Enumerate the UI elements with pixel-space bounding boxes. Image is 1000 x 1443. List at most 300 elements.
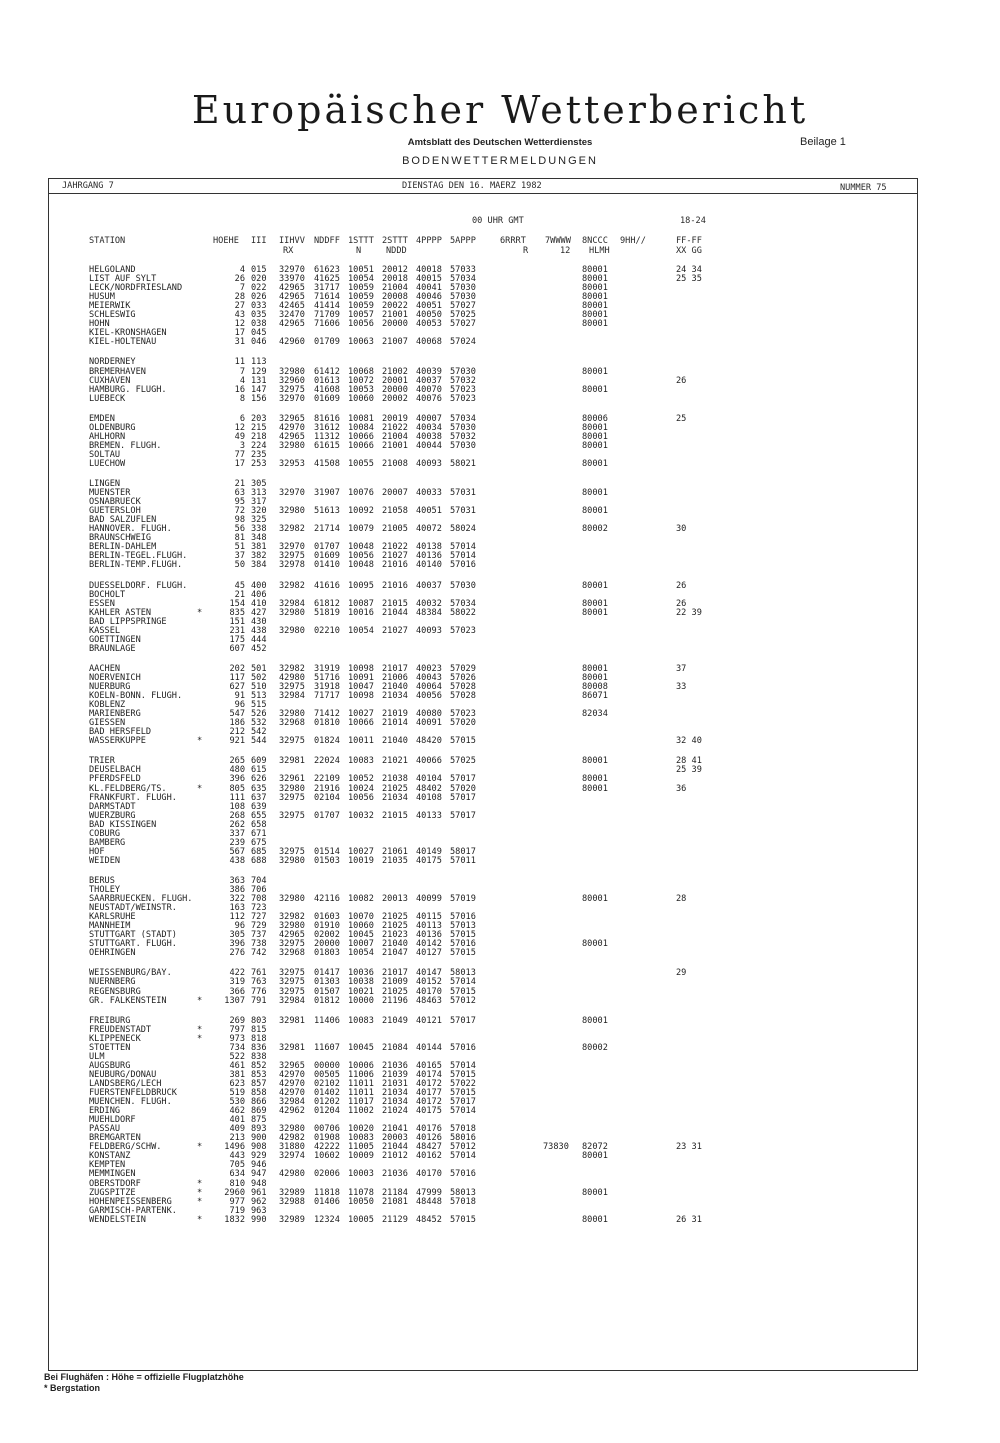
station-name: LUECHOW	[89, 458, 126, 469]
station-number: 626	[251, 774, 267, 785]
station-name: SOLTAU	[89, 449, 121, 460]
station-height: 797	[229, 1024, 245, 1035]
group-nddff: 61412	[314, 366, 340, 377]
group-2sttt: 21009	[382, 977, 408, 988]
group-2sttt: 21036	[382, 1060, 408, 1071]
group-nddff: 11406	[314, 1015, 340, 1026]
group-2sttt: 21007	[382, 337, 408, 348]
table-row	[0, 460, 1000, 469]
group-2sttt: 21025	[382, 783, 408, 794]
table-row	[0, 969, 1000, 978]
table-row	[0, 877, 1000, 886]
col-header-1sttt: 1STTT	[348, 236, 374, 246]
group-2sttt: 21006	[382, 672, 408, 683]
group-1sttt: 10083	[348, 1133, 374, 1144]
group-5appp: 57022	[450, 1078, 476, 1089]
group-1sttt: 10057	[348, 310, 374, 321]
col-header-hoehe: HOEHE	[213, 236, 239, 246]
group-4pppp: 48448	[416, 1196, 442, 1207]
group-2sttt: 21001	[382, 440, 408, 451]
group-8nccc: 80001	[582, 292, 608, 303]
col-header-6rrrt: 6RRRT	[500, 236, 526, 246]
group-iihvv: 32953	[279, 458, 305, 469]
station-height: 98	[234, 515, 245, 526]
group-1sttt: 10016	[348, 607, 374, 618]
group-5appp: 57014	[450, 1106, 476, 1117]
group-1sttt: 10006	[348, 1060, 374, 1071]
station-height: 401	[229, 1115, 245, 1126]
group-nddff: 71717	[314, 691, 340, 702]
group-1sttt: 10060	[348, 921, 374, 932]
group-5appp: 57027	[450, 301, 476, 312]
group-iihvv: 32989	[279, 1187, 305, 1198]
group-5appp: 57023	[450, 625, 476, 636]
group-nddff: 01709	[314, 337, 340, 348]
group-5appp: 57014	[450, 551, 476, 562]
group-1sttt: 10011	[348, 736, 374, 747]
station-height: 21	[234, 479, 245, 489]
group-1sttt: 10098	[348, 691, 374, 702]
station-number: 948	[251, 1178, 267, 1189]
group-nddff: 01514	[314, 846, 340, 857]
group-nddff: 21916	[314, 783, 340, 794]
station-number: 526	[251, 709, 267, 720]
group-4pppp: 40170	[416, 1169, 442, 1180]
group-iihvv: 32975	[279, 736, 305, 747]
group-iihvv: 42965	[279, 292, 305, 303]
station-height: 16	[234, 384, 245, 395]
station-number: 045	[251, 328, 267, 339]
station-name: BAD LIPPSPRINGE	[89, 616, 167, 627]
group-4pppp: 40162	[416, 1151, 442, 1162]
group-iihvv: 32980	[279, 921, 305, 932]
station-number: 675	[251, 837, 267, 848]
group-2sttt: 21196	[382, 995, 408, 1006]
group-2sttt: 21021	[382, 756, 408, 767]
group-1sttt: 10059	[348, 283, 374, 294]
station-height: 151	[229, 616, 245, 627]
document-title: Europäischer Wetterbericht	[191, 88, 809, 132]
station-height: 268	[229, 810, 245, 821]
group-nddff: 01609	[314, 393, 340, 404]
group-nddff: 41616	[314, 580, 340, 591]
col-header-rx: RX	[283, 246, 294, 256]
station-height: 634	[229, 1169, 245, 1180]
station-name: ERDING	[89, 1106, 121, 1117]
station-number: 026	[251, 292, 267, 303]
group-4pppp: 40068	[416, 337, 442, 348]
station-number: 452	[251, 643, 267, 654]
section-title: BODENWETTERMELDUNGEN	[402, 155, 598, 167]
station-height: 112	[229, 912, 245, 923]
station-name: BREMGARTEN	[89, 1133, 141, 1144]
group-1sttt: 10045	[348, 1042, 374, 1053]
group-2sttt: 21023	[382, 930, 408, 941]
date-label: DIENSTAG DEN 16. MAERZ 1982	[402, 181, 542, 191]
group-5appp: 57023	[450, 384, 476, 395]
group-8nccc: 86071	[582, 691, 608, 702]
group-nddff: 41508	[314, 458, 340, 469]
station-name: OBERSTDORF	[89, 1178, 141, 1189]
group-2sttt: 21008	[382, 458, 408, 469]
station-height: 366	[229, 986, 245, 997]
group-iihvv: 32975	[279, 986, 305, 997]
group-iihvv: 42970	[279, 1088, 305, 1098]
station-name: MEIERWIK	[89, 301, 131, 312]
station-name: FELDBERG/SCHW.	[89, 1142, 162, 1153]
group-1sttt: 10087	[348, 598, 374, 609]
group-5appp: 58017	[450, 846, 476, 857]
group-nddff: 01613	[314, 375, 340, 386]
group-2sttt: 21022	[382, 542, 408, 553]
group-4pppp: 40041	[416, 283, 442, 294]
group-4pppp: 40007	[416, 413, 442, 424]
table-row	[0, 1161, 1000, 1170]
station-height: 12	[234, 319, 245, 330]
group-nddff: 01507	[314, 986, 340, 997]
group-nddff: 01609	[314, 551, 340, 562]
table-row	[0, 451, 1000, 460]
table-row	[0, 1125, 1000, 1134]
group-5appp: 57034	[450, 598, 476, 609]
group-2sttt: 21049	[382, 1015, 408, 1026]
group-1sttt: 10021	[348, 986, 374, 997]
group-ff: 23 31	[676, 1142, 702, 1153]
station-number: 893	[251, 1124, 267, 1135]
group-4pppp: 40080	[416, 709, 442, 720]
station-number: 033	[251, 301, 267, 312]
group-2sttt: 21012	[382, 1151, 408, 1162]
station-height: 96	[234, 700, 245, 711]
station-height: 7	[239, 283, 245, 294]
station-number: 510	[251, 682, 267, 692]
group-4pppp: 40056	[416, 691, 442, 702]
group-nddff: 11818	[314, 1187, 340, 1198]
station-number: 946	[251, 1160, 267, 1171]
station-name: LIST AUF SYLT	[89, 274, 157, 285]
station-name: WUERZBURG	[89, 810, 136, 821]
table-row	[0, 857, 1000, 866]
group-4pppp: 40136	[416, 551, 442, 562]
group-iihvv: 32968	[279, 718, 305, 729]
table-row	[0, 949, 1000, 958]
station-height: 810	[229, 1178, 245, 1189]
station-height: 396	[229, 774, 245, 785]
group-2sttt: 21058	[382, 506, 408, 517]
station-height: 8	[239, 393, 245, 404]
group-4pppp: 40015	[416, 274, 442, 285]
table-row	[0, 997, 1000, 1006]
table-row	[0, 1216, 1000, 1225]
group-iihvv: 32984	[279, 1097, 305, 1108]
station-height: 422	[229, 968, 245, 979]
station-number: 381	[251, 542, 267, 553]
table-row	[0, 701, 1000, 710]
station-name: HUSUM	[89, 292, 115, 303]
station-height: 409	[229, 1124, 245, 1135]
group-2sttt: 20007	[382, 488, 408, 499]
table-row	[0, 904, 1000, 913]
station-height: 6	[239, 413, 245, 424]
station-name: FUERSTENFELDBRUCK	[89, 1088, 177, 1098]
group-2sttt: 21129	[382, 1214, 408, 1225]
group-5appp: 57019	[450, 894, 476, 905]
station-name: WEIDEN	[89, 855, 121, 866]
station-height: 719	[229, 1205, 245, 1216]
group-5appp: 57020	[450, 783, 476, 794]
group-1sttt: 11078	[348, 1187, 374, 1198]
group-4pppp: 40043	[416, 672, 442, 683]
station-height: 175	[229, 634, 245, 645]
station-number: 224	[251, 440, 267, 451]
group-1sttt: 10092	[348, 506, 374, 517]
station-number: 818	[251, 1033, 267, 1044]
station-height: 547	[229, 709, 245, 720]
station-height: 49	[234, 431, 245, 442]
station-name: BAMBERG	[89, 837, 126, 848]
station-number: 218	[251, 431, 267, 442]
station-number: 961	[251, 1187, 267, 1198]
station-number: 544	[251, 736, 267, 747]
group-iihvv: 32970	[279, 488, 305, 499]
group-8nccc: 80001	[582, 774, 608, 785]
group-nddff: 01417	[314, 968, 340, 979]
station-number: 637	[251, 792, 267, 803]
group-5appp: 57023	[450, 709, 476, 720]
col-header-8nccc: 8NCCC	[582, 236, 608, 246]
group-5appp: 57033	[450, 265, 476, 275]
group-ff: 32 40	[676, 736, 702, 747]
group-nddff: 71606	[314, 319, 340, 330]
group-iihvv: 32982	[279, 524, 305, 535]
group-1sttt: 11011	[348, 1078, 374, 1089]
station-height: 4	[239, 265, 245, 275]
group-2sttt: 21041	[382, 1124, 408, 1135]
station-number: 305	[251, 479, 267, 489]
table-row	[0, 415, 1000, 424]
station-number: 427	[251, 607, 267, 618]
table-row	[0, 311, 1000, 320]
station-number: 542	[251, 727, 267, 738]
table-row	[0, 830, 1000, 839]
group-4pppp: 40034	[416, 422, 442, 433]
group-nddff: 81616	[314, 413, 340, 424]
station-height: 213	[229, 1133, 245, 1144]
table-row	[0, 1143, 1000, 1152]
mountain-station-marker: *	[197, 1178, 203, 1189]
station-name: BRAUNSCHWEIG	[89, 533, 152, 544]
group-2sttt: 21014	[382, 718, 408, 729]
station-height: 265	[229, 756, 245, 767]
group-5appp: 57017	[450, 810, 476, 821]
station-number: 438	[251, 625, 267, 636]
group-8nccc: 80001	[582, 458, 608, 469]
group-iihvv: 42962	[279, 1106, 305, 1117]
group-1sttt: 10054	[348, 274, 374, 285]
group-4pppp: 40144	[416, 1042, 442, 1053]
col-header-station: STATION	[89, 236, 126, 246]
group-iihvv: 32980	[279, 783, 305, 794]
group-2sttt: 21034	[382, 1097, 408, 1108]
group-1sttt: 10098	[348, 663, 374, 674]
group-5appp: 57011	[450, 855, 476, 866]
group-2sttt: 21016	[382, 580, 408, 591]
table-row	[0, 794, 1000, 803]
footnote-airport-height: Bei Flughäfen : Höhe = offizielle Flugplatzhöhe	[44, 1372, 244, 1382]
group-8nccc: 80001	[582, 384, 608, 395]
col-header-2sttt: 2STTT	[382, 236, 408, 246]
table-row	[0, 645, 1000, 654]
group-iihvv: 32975	[279, 977, 305, 988]
group-2sttt: 21027	[382, 551, 408, 562]
group-5appp: 57034	[450, 413, 476, 424]
station-number: 929	[251, 1151, 267, 1162]
group-nddff: 01603	[314, 912, 340, 923]
group-1sttt: 10027	[348, 709, 374, 720]
station-name: HOHENPEISSENBERG	[89, 1196, 172, 1207]
group-2sttt: 21044	[382, 607, 408, 618]
group-iihvv: 32975	[279, 551, 305, 562]
mountain-station-marker: *	[197, 1142, 203, 1153]
station-number: 015	[251, 265, 267, 275]
group-iihvv: 42965	[279, 930, 305, 941]
station-name: BERLIN-TEMP.FLUGH.	[89, 560, 183, 571]
group-5appp: 58013	[450, 968, 476, 979]
group-5appp: 57027	[450, 319, 476, 330]
table-row	[0, 692, 1000, 701]
station-number: 727	[251, 912, 267, 923]
group-2sttt: 20013	[382, 894, 408, 905]
table-row	[0, 480, 1000, 489]
table-row	[0, 940, 1000, 949]
nummer-label: NUMMER 75	[840, 183, 887, 193]
station-name: NORDERNEY	[89, 357, 136, 368]
station-number: 113	[251, 357, 267, 368]
group-2sttt: 20018	[382, 274, 408, 285]
station-number: 858	[251, 1088, 267, 1098]
station-name: BREMEN. FLUGH.	[89, 440, 162, 451]
col-header-iihvv: IIHVV	[279, 236, 305, 246]
group-iihvv: 42970	[279, 1069, 305, 1080]
group-iihvv: 32980	[279, 709, 305, 720]
col-header-7wwww: 7WWWW	[545, 236, 571, 246]
group-4pppp: 40051	[416, 506, 442, 517]
group-1sttt: 10032	[348, 810, 374, 821]
footnotes	[44, 1372, 244, 1394]
station-height: 154	[229, 598, 245, 609]
group-iihvv: 42465	[279, 301, 305, 312]
group-nddff: 31919	[314, 663, 340, 674]
table-row	[0, 1152, 1000, 1161]
col-header-7wwww-sub: 12	[560, 246, 571, 256]
station-height: 835	[229, 607, 245, 618]
station-height: 480	[229, 765, 245, 776]
group-2sttt: 21017	[382, 968, 408, 979]
group-5appp: 57015	[450, 1214, 476, 1225]
col-header-ff-sub: XX GG	[676, 246, 702, 256]
group-iihvv: 42980	[279, 1169, 305, 1180]
group-1sttt: 10019	[348, 855, 374, 866]
group-2sttt: 20012	[382, 265, 408, 275]
group-2sttt: 21017	[382, 663, 408, 674]
station-name: MUENSTER	[89, 488, 131, 499]
group-2sttt: 21019	[382, 709, 408, 720]
group-nddff: 10602	[314, 1151, 340, 1162]
group-5appp: 57032	[450, 431, 476, 442]
group-5appp: 57016	[450, 912, 476, 923]
group-4pppp: 40038	[416, 431, 442, 442]
station-number: 947	[251, 1169, 267, 1180]
group-2sttt: 20019	[382, 413, 408, 424]
group-4pppp: 40177	[416, 1088, 442, 1098]
group-iihvv: 32982	[279, 912, 305, 923]
document-subtitle: Amtsblatt des Deutschen Wetterdienstes	[407, 137, 593, 148]
station-height: 91	[234, 691, 245, 702]
station-number: 815	[251, 1024, 267, 1035]
group-1sttt: 10051	[348, 265, 374, 275]
table-row	[0, 489, 1000, 498]
table-row	[0, 1098, 1000, 1107]
group-nddff: 41625	[314, 274, 340, 285]
station-name: HANNOVER. FLUGH.	[89, 524, 172, 535]
group-2sttt: 21040	[382, 736, 408, 747]
group-4pppp: 40170	[416, 986, 442, 997]
station-height: 11	[234, 357, 245, 368]
group-4pppp: 48402	[416, 783, 442, 794]
group-1sttt: 10056	[348, 551, 374, 562]
group-iihvv: 32970	[279, 265, 305, 275]
station-height: 117	[229, 672, 245, 683]
group-iihvv: 33970	[279, 274, 305, 285]
group-ff: 25	[676, 413, 687, 424]
station-number: 338	[251, 524, 267, 535]
station-number: 513	[251, 691, 267, 702]
station-name: KIEL-HOLTENAU	[89, 337, 157, 348]
group-ff: 37	[676, 663, 687, 674]
group-4pppp: 40044	[416, 440, 442, 451]
group-2sttt: 21005	[382, 524, 408, 535]
group-2sttt: 21084	[382, 1042, 408, 1053]
group-5appp: 57031	[450, 506, 476, 517]
station-height: 462	[229, 1106, 245, 1117]
group-nddff: 61623	[314, 265, 340, 275]
group-iihvv: 32988	[279, 1196, 305, 1207]
table-row	[0, 978, 1000, 987]
station-height: 63	[234, 488, 245, 499]
group-4pppp: 40070	[416, 384, 442, 395]
station-height: 186	[229, 718, 245, 729]
table-row	[0, 710, 1000, 719]
table-row	[0, 757, 1000, 766]
group-8nccc: 80002	[582, 524, 608, 535]
station-height: 443	[229, 1151, 245, 1162]
mountain-station-marker: *	[197, 607, 203, 618]
station-height: 805	[229, 783, 245, 794]
station-name: SCHLESWIG	[89, 310, 136, 321]
station-height: 3	[239, 440, 245, 451]
group-4pppp: 40072	[416, 524, 442, 535]
group-iihvv: 32978	[279, 560, 305, 571]
group-iihvv: 32975	[279, 810, 305, 821]
station-name: OSNABRUECK	[89, 497, 141, 508]
group-4pppp: 40140	[416, 560, 442, 571]
group-iihvv: 32981	[279, 1015, 305, 1026]
group-4pppp: 40115	[416, 912, 442, 923]
group-5appp: 57014	[450, 542, 476, 553]
station-height: 43	[234, 310, 245, 321]
group-1sttt: 10027	[348, 846, 374, 857]
group-4pppp: 40175	[416, 855, 442, 866]
